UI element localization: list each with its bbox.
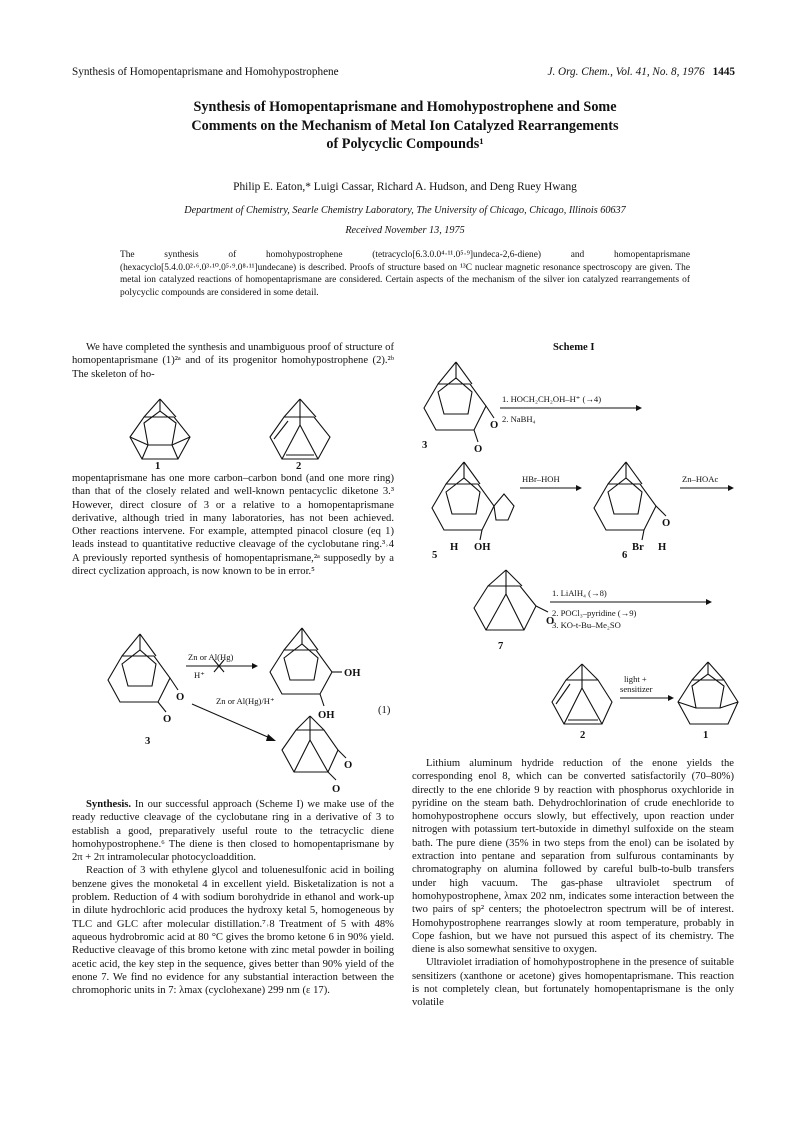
scheme-arrowhead-5 — [668, 695, 674, 701]
eq1-hydroxyl-lower: OH — [318, 710, 335, 721]
running-head — [72, 66, 735, 82]
page-number: 1445 — [712, 66, 735, 78]
synthesis-paragraph-1 — [72, 798, 394, 864]
scheme-label-7: 7 — [498, 641, 504, 652]
structure-cleavage-product — [282, 716, 352, 795]
left-intro-b — [72, 472, 394, 578]
right-paragraph-1: Lithium aluminum hydride reduction of the enone yields the corresponding enol 8, which can be converted satisfactorily (70–80%) directly to the ene chloride 9 by reaction with phosphorus oxychloride in pyridine on the steam bath. Dehydrochlorination of crude enechloride to homohypostrophene occurs slowly, but effectively, upon reaction under nitrogen with potassium tert-butoxide in dimethyl sulfoxide on the steam bath. The pure diene (35% in two steps from the enol) can be isolated by extraction into pentane and separation from sulfurous contaminants by chromatography on alumina followed by careful bulb-to-bulb transfers under high vacuum. The gas-phase ultraviolet spectrum of homohypostrophene, λmax 202 nm, indicates some interaction between the two pairs of sp² centers; the photoelectron spectrum will be of interest. Homohypostrophene rearranges slowly at room temperature, probably in Cope fashion, but we have not pursued this aspect of its chemistry. The diene is also somewhat sensitive to oxygen. — [412, 758, 734, 956]
structure-homohypostrophene — [270, 399, 330, 459]
eq1-diagonal-arrow — [192, 704, 270, 738]
scheme-structure-7 — [474, 570, 554, 630]
title-line-3: of Polycyclic Compounds¹ — [326, 136, 484, 152]
structure-diketone-3 — [108, 634, 184, 725]
eq1-carbonyl-o-left: O — [163, 714, 172, 725]
eq1-label-compound-3: 3 — [145, 736, 151, 747]
intro-paragraph-continued: mopentaprismane has one more carbon–carbon bond (and one more ring) than that of the closely related and well-known pentacyclic diketone 3.³ However, direct closure of 3 or a relative to a homopentaprismane derivative, although tried in many laboratories, has not been achieved. Other reactions intervene. For example, attempted pinacol closure (eq 1) leads instead to quantitative reductive cleavage of the cyclobutane ring.³˒4 A previously reported synthesis of homopentaprismane,²ᵃ supposedly by a direct cyclization approach, is now known to be in error.⁵ — [72, 473, 394, 578]
scheme-step4-a: 1. LiAlH₄ (→8) — [552, 588, 607, 598]
synthesis-paragraph-2: Reaction of 3 with ethylene glycol and toluenesulfonic acid in boiling benzene gives the monoketal 4 in excellent yield. Bisketalization is not a problem. Reduction of 4 with sodium borohydride in ethanol and work-up in dilute hydrochloric acid produces the hydroxy ketal 5, homogeneous by TLC and GLC after molecular distillation.⁷˒8 Treatment of 5 with 48% aqueous hydrobromic acid at 80 °C gives the bromo ketone 6 in 90% yield. Reductive cleavage of this bromo ketone with zinc metal powder in boiling acetic acid, the key step in the sequence, gives better than 90% yield of the enone 7. We find no evidence for any substantial interaction between the chromophoric units in 7: λmax (cyclohexane) 299 nm (ε 17). — [72, 865, 394, 997]
scheme-step2: HBr–HOH — [522, 474, 560, 484]
running-head-citation — [547, 66, 735, 78]
section-head-synthesis: Synthesis. — [86, 799, 132, 810]
title-line-2: Comments on the Mechanism of Metal Ion Catalyzed Rearrangements — [191, 117, 619, 134]
abstract: The synthesis of homohypostrophene (tetracyclo[6.3.0.0⁴·¹¹.0⁵·⁹]undeca-2,6-diene) and homopentaprismane (hexacyclo[5.4.0.0²·⁶.0³·¹⁰.0⁵·⁹.0⁸·¹¹]undecane) is described. Proofs of structure based on ¹³C nuclear magnetic resonance spectroscopy are given. The metal ion catalyzed reactions of homopentaprismane are considered. Certain aspects of the mechanism of the silver ion catalyzed rearrangements of polycyclic compounds are considered in some detail. — [120, 250, 690, 298]
scheme-arrowhead-1 — [636, 405, 642, 411]
equation-1-scheme — [100, 620, 400, 795]
scheme-6-br: Br — [632, 542, 644, 553]
scheme-step5-a: light + — [624, 674, 647, 684]
scheme-structure-3 — [424, 362, 498, 455]
eq1-hydroxyl-upper: OH — [344, 668, 361, 679]
scheme-arrowhead-3 — [728, 485, 734, 491]
eq1-carbonyl-o-right: O — [176, 692, 185, 703]
running-head-title: Synthesis of Homopentaprismane and Homohypostrophene — [72, 66, 339, 78]
scheme-structure-6 — [594, 462, 670, 553]
eq1-reagent-top-acid: H⁺ — [194, 670, 205, 680]
affiliation: Department of Chemistry, Searle Chemistry Laboratory, The University of Chicago, Chicago, Illinois 60637 — [184, 205, 626, 216]
structure-pinacol-product — [270, 628, 361, 721]
eq1-top-arrowhead — [252, 663, 258, 669]
journal-citation: J. Org. Chem., Vol. 41, No. 8, 1976 — [547, 66, 705, 78]
eq1-diagonal-arrowhead — [266, 734, 276, 741]
scheme-structure-5 — [432, 462, 514, 553]
scheme-structure-2 — [552, 664, 612, 724]
label-compound-2: 2 — [296, 461, 302, 472]
right-column-text — [412, 757, 734, 1010]
eq1-reagent-top: Zn or Al(Hg) — [188, 652, 234, 662]
intro-paragraph-start: We have completed the synthesis and unambiguous proof of structure of homopentaprismane (1)²ᵃ and of its progenitor homohypostrophene (2).²ᵇ The skeleton of ho- — [72, 342, 394, 380]
scheme-step1-a: 1. HOCH₂CH₂OH–H⁺ (→4) — [502, 394, 602, 404]
scheme-step1-b: 2. NaBH₄ — [502, 414, 536, 424]
scheme-step4-b: 2. POCl₃–pyridine (→9) — [552, 608, 637, 618]
scheme-7-o: O — [546, 616, 555, 627]
equation-number: (1) — [378, 705, 391, 716]
structure-homopentaprismane — [130, 399, 190, 459]
article-title — [120, 98, 690, 154]
scheme-label-1: 1 — [703, 730, 709, 741]
author-list: Philip E. Eaton,* Luigi Cassar, Richard A. Hudson, and Deng Ruey Hwang — [233, 181, 577, 193]
left-synthesis — [72, 798, 394, 997]
label-compound-1: 1 — [155, 461, 161, 472]
scheme-3-o-lower: O — [474, 444, 483, 455]
scheme-step3: Zn–HOAc — [682, 474, 719, 484]
eq1-reagent-bottom: Zn or Al(Hg)/H⁺ — [216, 696, 275, 706]
scheme-6-o: O — [662, 518, 671, 529]
eq1-cleavage-o-lower: O — [332, 784, 341, 795]
scheme-step4-c: 3. KO-t-Bu–Me₂SO — [552, 620, 621, 630]
scheme-1 — [410, 352, 740, 752]
scheme-structure-1 — [678, 662, 738, 724]
scheme-step5-b: sensitizer — [620, 684, 653, 694]
scheme-arrowhead-2 — [576, 485, 582, 491]
received-date: Received November 13, 1975 — [345, 225, 465, 236]
scheme-6-h: H — [658, 542, 667, 553]
scheme-arrowhead-4 — [706, 599, 712, 605]
scheme-5-oh: OH — [474, 542, 491, 553]
scheme-label-3: 3 — [422, 440, 428, 451]
scheme-label-5: 5 — [432, 550, 438, 561]
left-intro-a — [72, 341, 394, 381]
scheme-title: Scheme I — [553, 342, 595, 353]
scheme-5-h: H — [450, 542, 459, 553]
synthesis-paragraph-1-text: In our successful approach (Scheme I) we make use of the ready reductive cleavage of the cyclobutane ring in a derivative of 3 to establish a good, preparatively useful route to the tetracyclic diene homohypostrophene.⁶ The diene is then closed to homopentaprismane by 2π + 2π intramolecular photocycloaddition. — [72, 799, 395, 864]
scheme-label-2: 2 — [580, 730, 586, 741]
eq1-cleavage-o-upper: O — [344, 760, 353, 771]
scheme-3-o-upper: O — [490, 420, 499, 431]
right-paragraph-2: Ultraviolet irradiation of homohypostrophene in the presence of suitable sensitizers (xanthone or acetone) gives homopentaprismane. This reaction is not completely clean, but fortunately homopentaprismane is the only volatile — [412, 957, 734, 1009]
scheme-label-6: 6 — [622, 550, 628, 561]
title-line-1: Synthesis of Homopentaprismane and Homohypostrophene and Some — [193, 99, 617, 115]
